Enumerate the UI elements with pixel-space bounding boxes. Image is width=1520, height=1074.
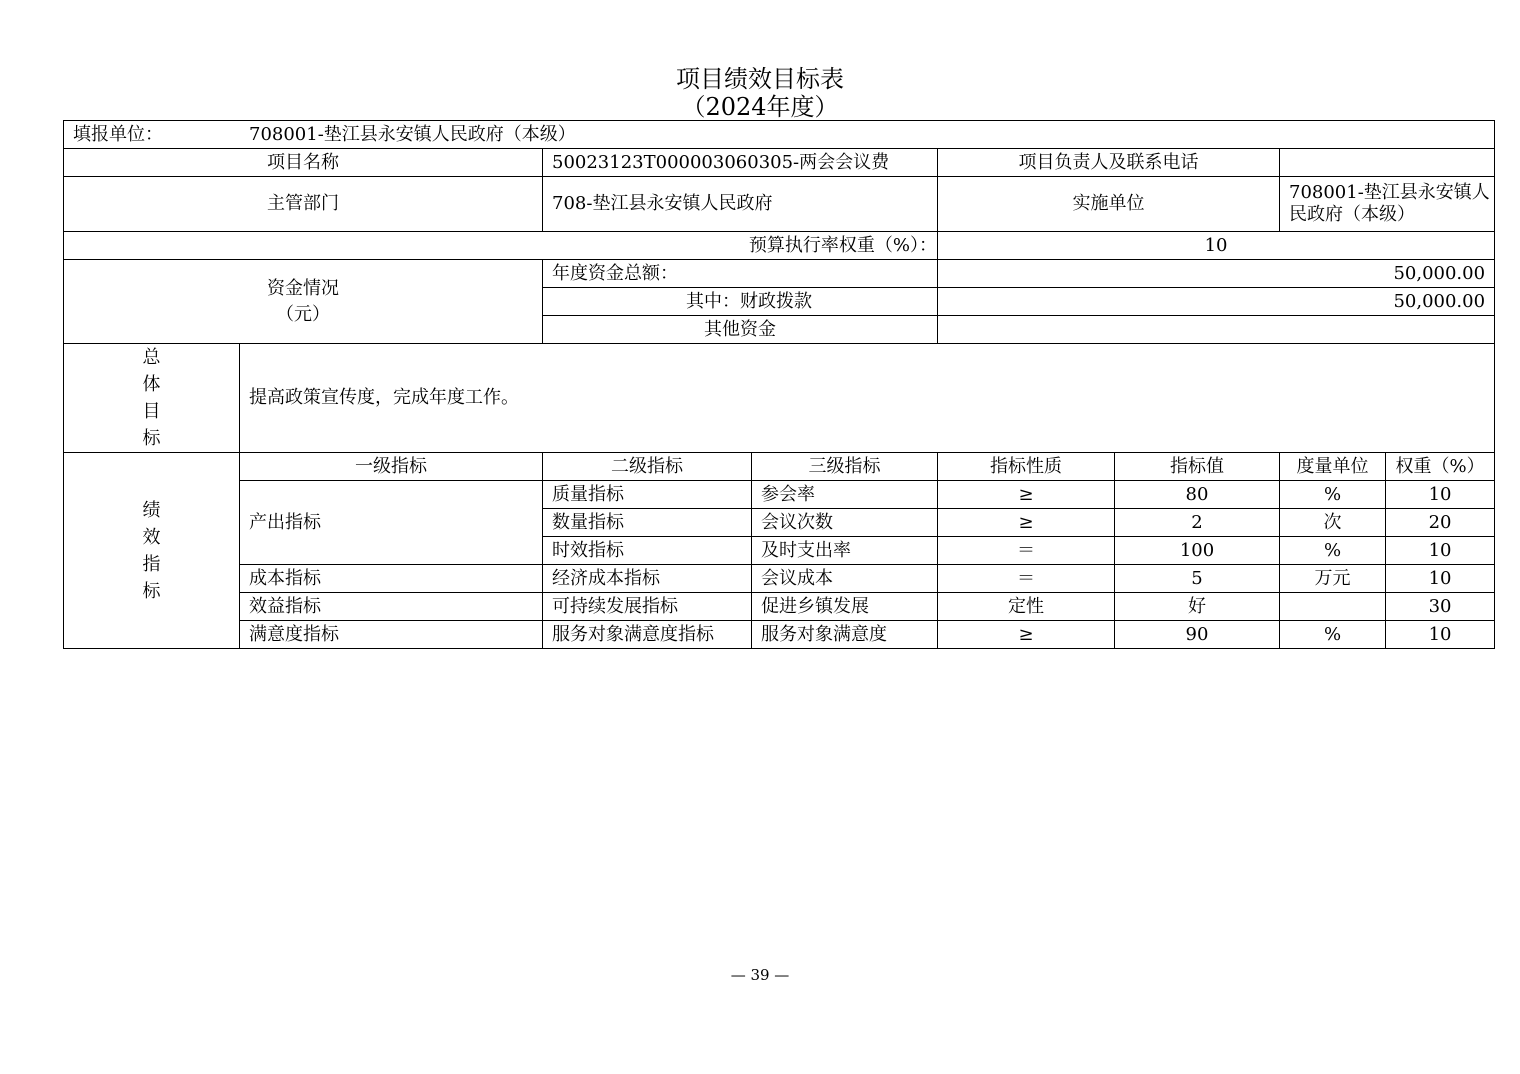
- level3-cell: 会议成本: [752, 565, 938, 593]
- budget-rate-value: 10: [938, 232, 1495, 260]
- goal-label-char: 总: [142, 347, 161, 368]
- header-level2: 二级指标: [543, 453, 752, 481]
- funds-other-value: [938, 316, 1495, 344]
- value-cell: 好: [1115, 593, 1280, 621]
- unit-cell: %: [1280, 537, 1386, 565]
- value-cell: 100: [1115, 537, 1280, 565]
- header-unit: 度量单位: [1280, 453, 1386, 481]
- perf-label-char: 指: [142, 553, 161, 575]
- level1-cell: 产出指标: [240, 481, 543, 565]
- impl-unit-label: 实施单位: [938, 177, 1280, 232]
- page-subtitle: （2024年度）: [681, 93, 839, 121]
- level1-cell: 效益指标: [240, 593, 543, 621]
- value-cell: 5: [1115, 565, 1280, 593]
- header-weight: 权重（%）: [1386, 453, 1495, 481]
- level2-cell: 质量指标: [543, 481, 752, 509]
- weight-cell: 10: [1386, 621, 1495, 649]
- page-title: 项目绩效目标表: [676, 65, 844, 93]
- value-cell: 90: [1115, 621, 1280, 649]
- project-manager-label: 项目负责人及联系电话: [938, 149, 1280, 177]
- header-value: 指标值: [1115, 453, 1280, 481]
- perf-label-char: 绩: [142, 499, 161, 521]
- funds-fiscal-value: 50,000.00: [938, 288, 1495, 316]
- level3-cell: 会议次数: [752, 509, 938, 537]
- reporting-unit-row: [64, 121, 1495, 149]
- funds-total-label: 年度资金总额：: [543, 260, 938, 288]
- nature-cell: ＝: [938, 537, 1115, 565]
- overall-goal-label: [64, 344, 240, 453]
- perf-label-char: 标: [142, 580, 161, 602]
- level2-cell: 经济成本指标: [543, 565, 752, 593]
- impl-unit-value: 708001-垫江县永安镇人民政府（本级）: [1280, 177, 1495, 232]
- project-name-label: 项目名称: [64, 149, 543, 177]
- goal-label-char: 标: [142, 428, 161, 449]
- budget-rate-label: 预算执行率权重（%）：: [64, 232, 938, 260]
- unit-cell: %: [1280, 481, 1386, 509]
- project-name-value: 50023123T000003060305-两会会议费: [543, 149, 938, 177]
- funds-label-line1: 资金情况: [267, 277, 339, 299]
- page-number: — 39 —: [730, 966, 790, 984]
- funds-fiscal-label: 其中：财政拨款: [543, 288, 938, 316]
- value-cell: 80: [1115, 481, 1280, 509]
- nature-cell: ＝: [938, 565, 1115, 593]
- level3-cell: 促进乡镇发展: [752, 593, 938, 621]
- weight-cell: 30: [1386, 593, 1495, 621]
- weight-cell: 10: [1386, 565, 1495, 593]
- nature-cell: 定性: [938, 593, 1115, 621]
- project-manager-value: [1280, 149, 1495, 177]
- level3-cell: 及时支出率: [752, 537, 938, 565]
- reporting-unit-label: 填报单位：: [73, 123, 163, 145]
- nature-cell: ≥: [938, 621, 1115, 649]
- level1-cell: 成本指标: [240, 565, 543, 593]
- level3-cell: 参会率: [752, 481, 938, 509]
- level2-cell: 数量指标: [543, 509, 752, 537]
- table-row: [64, 593, 1495, 621]
- level2-cell: 可持续发展指标: [543, 593, 752, 621]
- goal-label-char: 目: [142, 401, 161, 422]
- value-cell: 2: [1115, 509, 1280, 537]
- overall-goal-text: 提高政策宣传度，完成年度工作。: [240, 344, 1495, 453]
- weight-cell: 10: [1386, 481, 1495, 509]
- weight-cell: 20: [1386, 509, 1495, 537]
- level3-cell: 服务对象满意度: [752, 621, 938, 649]
- funds-label-line2: （元）: [276, 303, 330, 325]
- performance-target-table: [63, 120, 1495, 649]
- level2-cell: 服务对象满意度指标: [543, 621, 752, 649]
- unit-cell: 次: [1280, 509, 1386, 537]
- funds-total-value: 50,000.00: [938, 260, 1495, 288]
- header-level3: 三级指标: [752, 453, 938, 481]
- dept-label: 主管部门: [64, 177, 543, 232]
- header-level1: 一级指标: [240, 453, 543, 481]
- dept-value: 708-垫江县永安镇人民政府: [543, 177, 938, 232]
- level2-cell: 时效指标: [543, 537, 752, 565]
- reporting-unit-value: 708001-垫江县永安镇人民政府（本级）: [249, 123, 576, 145]
- table-row: [64, 621, 1495, 649]
- perf-indicator-label: [64, 453, 240, 649]
- table-row: [64, 565, 1495, 593]
- unit-cell: 万元: [1280, 565, 1386, 593]
- unit-cell: [1280, 593, 1386, 621]
- funds-label: [64, 260, 543, 344]
- header-nature: 指标性质: [938, 453, 1115, 481]
- table-row: [64, 481, 1495, 509]
- nature-cell: ≥: [938, 509, 1115, 537]
- unit-cell: %: [1280, 621, 1386, 649]
- funds-other-label: 其他资金: [543, 316, 938, 344]
- level1-cell: 满意度指标: [240, 621, 543, 649]
- weight-cell: 10: [1386, 537, 1495, 565]
- perf-label-char: 效: [142, 526, 161, 548]
- nature-cell: ≥: [938, 481, 1115, 509]
- goal-label-char: 体: [142, 374, 161, 395]
